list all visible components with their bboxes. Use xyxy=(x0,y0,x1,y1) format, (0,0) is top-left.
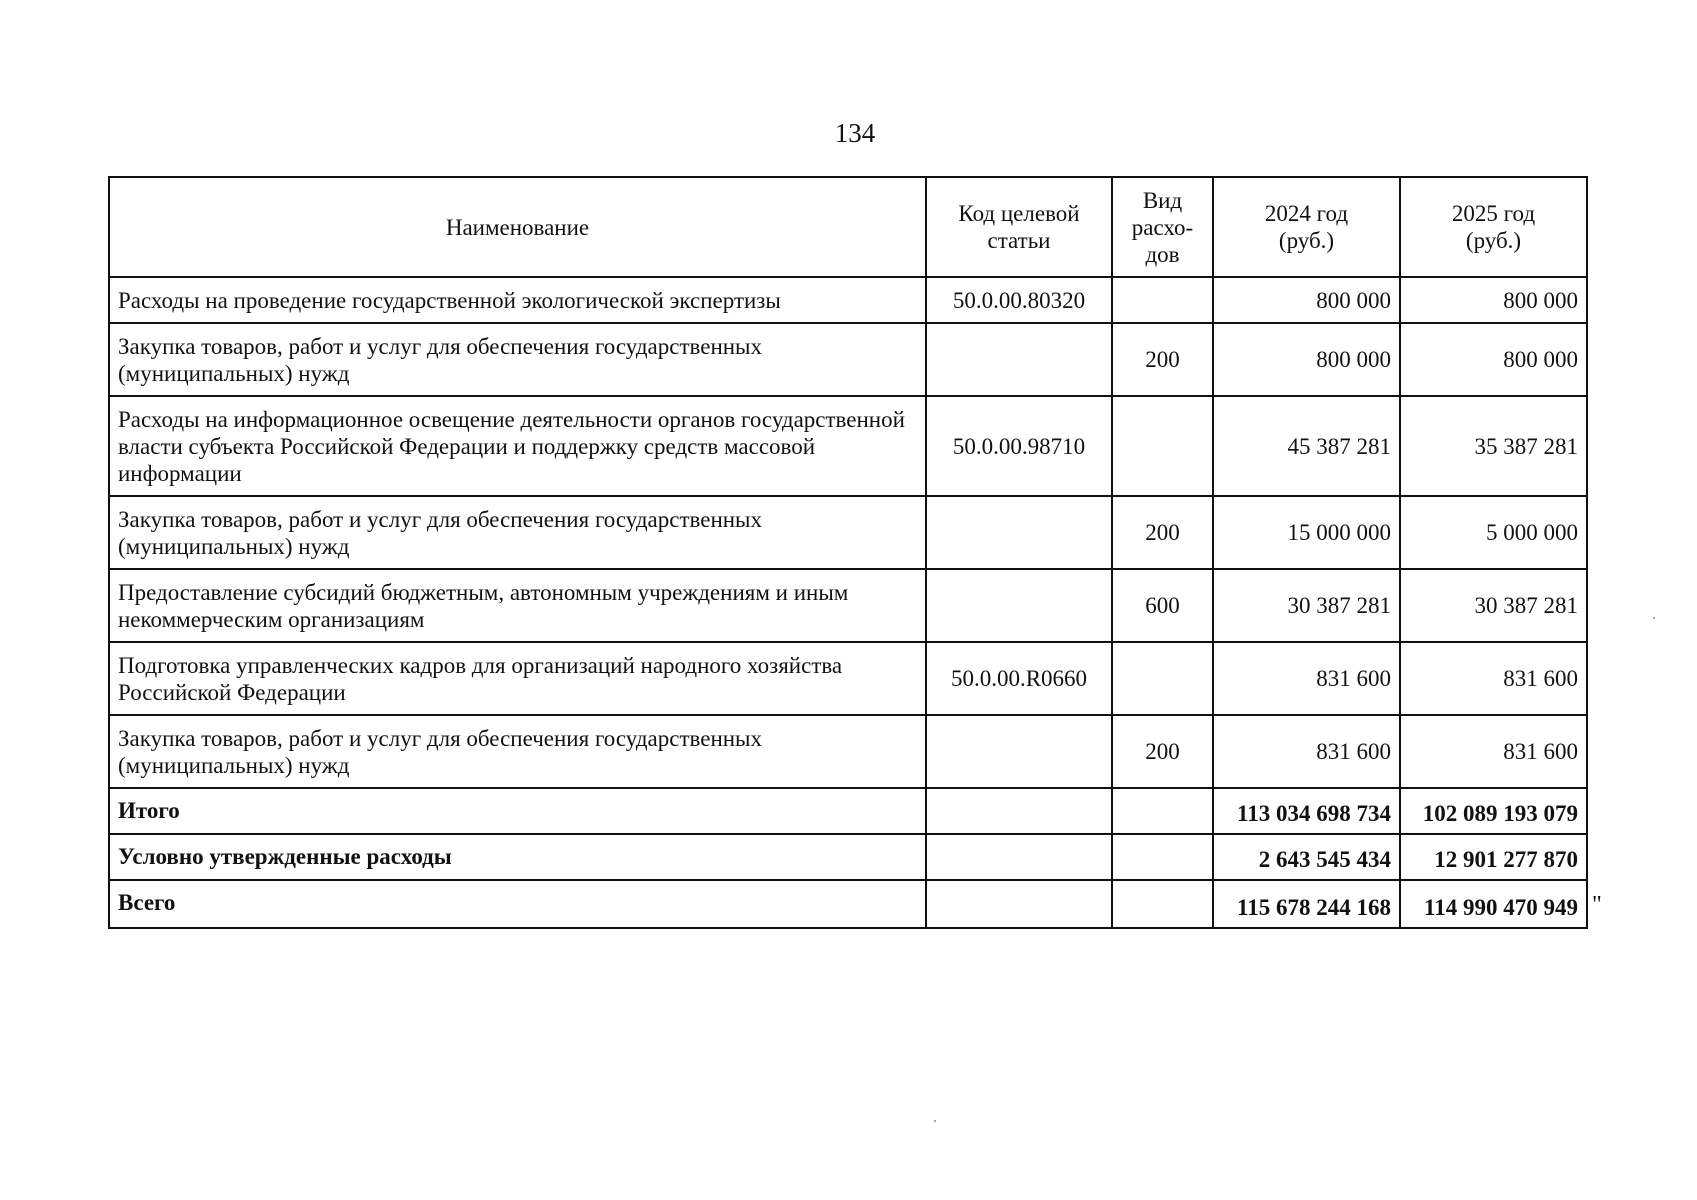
header-2024 xyxy=(1213,177,1400,277)
table-row xyxy=(109,715,1587,788)
total-row xyxy=(109,834,1587,880)
row-type: 200 xyxy=(1112,715,1213,788)
total-code xyxy=(926,834,1112,880)
page-number: 134 xyxy=(834,118,876,148)
total-2024: 2 643 545 434 xyxy=(1213,834,1400,880)
row-name: Закупка товаров, работ и услуг для обеспечения государственных (муниципальных) нужд xyxy=(109,715,926,788)
row-2024: 831 600 xyxy=(1213,715,1400,788)
row-2025: 831 600 xyxy=(1400,715,1587,788)
row-2024: 45 387 281 xyxy=(1213,396,1400,496)
table-header-row xyxy=(109,177,1587,277)
header-code xyxy=(926,177,1112,277)
table-row xyxy=(109,396,1587,496)
row-name: Предоставление субсидий бюджетным, автономным учреждениям и иным некоммерческим организациям xyxy=(109,569,926,642)
header-code-label: Код целевой статьи xyxy=(958,201,1080,253)
total-row xyxy=(109,788,1587,834)
budget-table xyxy=(108,176,1588,929)
row-name: Расходы на проведение государственной экологической экспертизы xyxy=(109,277,926,323)
table-row xyxy=(109,496,1587,569)
row-2024: 800 000 xyxy=(1213,277,1400,323)
table-row xyxy=(109,323,1587,396)
row-type xyxy=(1112,277,1213,323)
row-2025: 5 000 000 xyxy=(1400,496,1587,569)
total-2024: 115 678 244 168 xyxy=(1213,880,1400,928)
scan-artifact-dot xyxy=(934,1120,936,1122)
total-code xyxy=(926,788,1112,834)
row-2025: 800 000 xyxy=(1400,277,1587,323)
row-code: 50.0.00.80320 xyxy=(926,277,1112,323)
closing-quote: " xyxy=(1592,892,1602,918)
row-type: 200 xyxy=(1112,496,1213,569)
row-name: Подготовка управленческих кадров для организаций народного хозяйства Российской Федерации xyxy=(109,642,926,715)
row-2025: 800 000 xyxy=(1400,323,1587,396)
row-type: 600 xyxy=(1112,569,1213,642)
row-type xyxy=(1112,396,1213,496)
table-row xyxy=(109,569,1587,642)
row-code xyxy=(926,715,1112,788)
header-type-label: Вид расхо-дов xyxy=(1131,187,1194,267)
total-row xyxy=(109,880,1587,928)
row-code: 50.0.00.98710 xyxy=(926,396,1112,496)
scan-artifact-dot xyxy=(1653,617,1655,619)
header-2025-label: 2025 год (руб.) xyxy=(1451,201,1536,253)
row-type xyxy=(1112,642,1213,715)
row-code xyxy=(926,569,1112,642)
row-2025: 831 600 xyxy=(1400,642,1587,715)
row-2024: 15 000 000 xyxy=(1213,496,1400,569)
row-2025: 30 387 281 xyxy=(1400,569,1587,642)
row-name: Закупка товаров, работ и услуг для обеспечения государственных (муниципальных) нужд xyxy=(109,323,926,396)
total-type xyxy=(1112,788,1213,834)
total-type xyxy=(1112,834,1213,880)
total-2025: 102 089 193 079 xyxy=(1400,788,1587,834)
header-2024-label: 2024 год (руб.) xyxy=(1264,201,1349,253)
row-2024: 831 600 xyxy=(1213,642,1400,715)
table-row xyxy=(109,642,1587,715)
row-2024: 30 387 281 xyxy=(1213,569,1400,642)
header-2025 xyxy=(1400,177,1587,277)
total-2024: 113 034 698 734 xyxy=(1213,788,1400,834)
total-name: Условно утвержденные расходы xyxy=(109,834,926,880)
row-name: Расходы на информационное освещение деятельности органов государственной власти субъекта Российской Федерации и поддержку средств массовой информации xyxy=(109,396,926,496)
row-code xyxy=(926,323,1112,396)
total-2025: 12 901 277 870 xyxy=(1400,834,1587,880)
header-name: Наименование xyxy=(109,177,926,277)
total-name: Всего xyxy=(109,880,926,928)
table-row xyxy=(109,277,1587,323)
row-code: 50.0.00.R0660 xyxy=(926,642,1112,715)
row-type: 200 xyxy=(1112,323,1213,396)
row-code xyxy=(926,496,1112,569)
total-2025: 114 990 470 949 xyxy=(1400,880,1587,928)
total-code xyxy=(926,880,1112,928)
header-type xyxy=(1112,177,1213,277)
total-type xyxy=(1112,880,1213,928)
row-2025: 35 387 281 xyxy=(1400,396,1587,496)
total-name: Итого xyxy=(109,788,926,834)
row-2024: 800 000 xyxy=(1213,323,1400,396)
row-name: Закупка товаров, работ и услуг для обеспечения государственных (муниципальных) нужд xyxy=(109,496,926,569)
